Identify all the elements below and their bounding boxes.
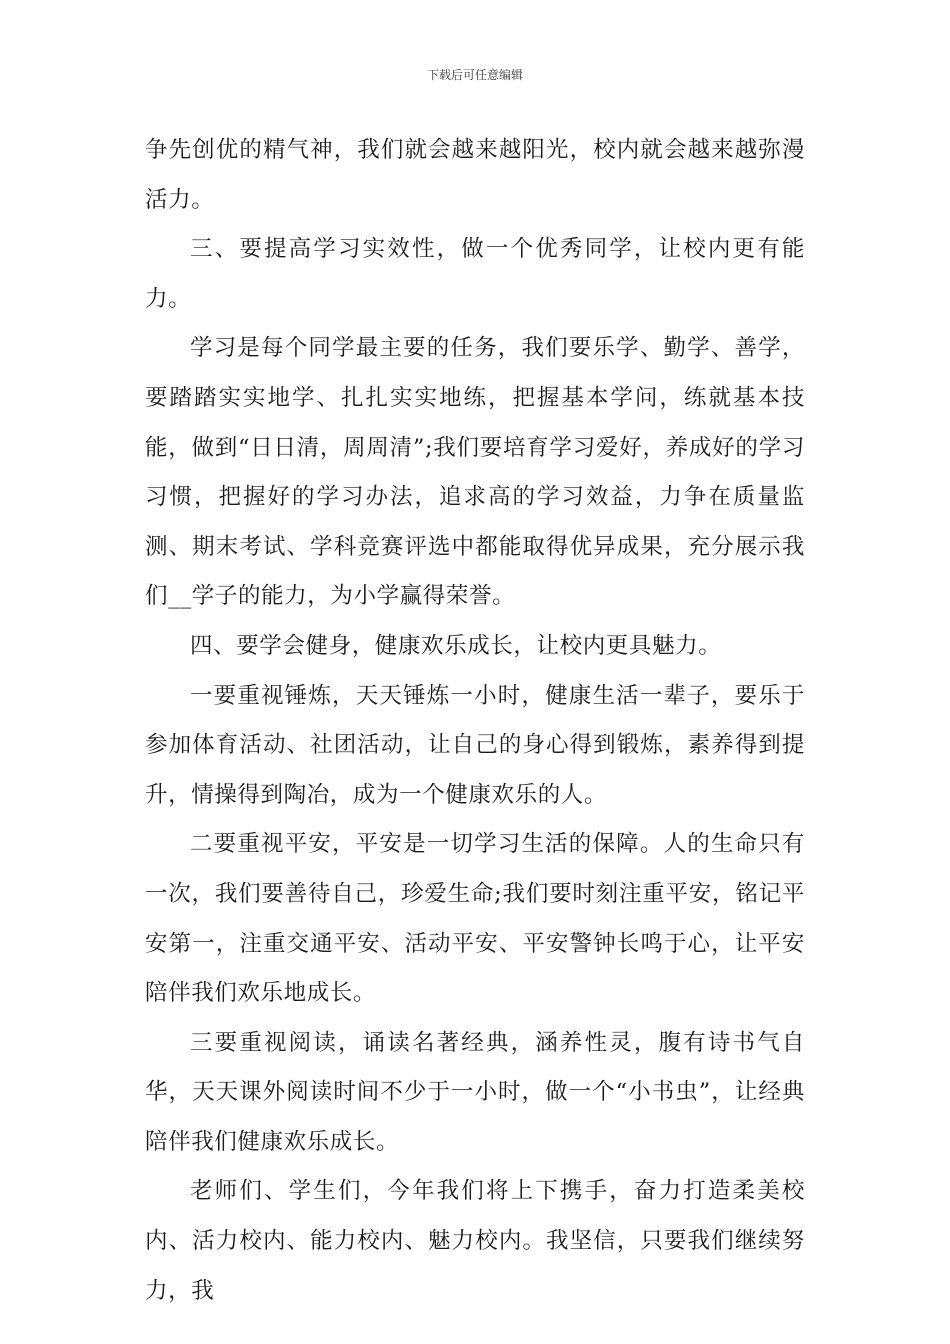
paragraph-exercise: 一要重视锤炼，天天锤炼一小时，健康生活一辈子，要乐于参加体育活动、社团活动，让自己的身心得到锻炼，素养得到提升，情操得到陶冶，成为一个健康欢乐的人。	[145, 682, 805, 808]
document-body	[145, 126, 805, 1316]
section-heading-three: 三、要提高学习实效性，做一个优秀同学，让校内更有能力。	[145, 236, 805, 312]
paragraph-study: 学习是每个同学最主要的任务，我们要乐学、勤学、善学，要踏踏实实地学、扎扎实实地练，把握基本学问，练就基本技能，做到“日日清，周周清”;我们要培育学习爱好，养成好的学习习惯，把握好的学习办法，追求高的学习效益，力争在质量监测、期末考试、学科竞赛评选中都能取得优异成果，充分展示我们__学子的能力，为小学赢得荣誉。	[145, 335, 805, 610]
section-heading-four: 四、要学会健身，健康欢乐成长，让校内更具魅力。	[190, 632, 722, 659]
paragraph-closing: 老师们、学生们，今年我们将上下携手，奋力打造柔美校内、活力校内、能力校内、魅力校内。我坚信，只要我们继续努力，我	[145, 1178, 805, 1304]
paragraph-continued: 争先创优的精气神，我们就会越来越阳光，校内就会越来越弥漫活力。	[145, 137, 805, 213]
paragraph-reading: 三要重视阅读，诵读名著经典，涵养性灵，腹有诗书气自华，天天课外阅读时间不少于一小时，做一个“小书虫”，让经典陪伴我们健康欢乐成长。	[145, 1029, 805, 1155]
paragraph-safety: 二要重视平安，平安是一切学习生活的保障。人的生命只有一次，我们要善待自己，珍爱生命;我们要时刻注重平安，铭记平安第一，注重交通平安、活动平安、平安警钟长鸣于心，让平安陪伴我们欢乐地成长。	[145, 831, 805, 1007]
page-header: 下载后可任意编辑	[426, 68, 523, 82]
